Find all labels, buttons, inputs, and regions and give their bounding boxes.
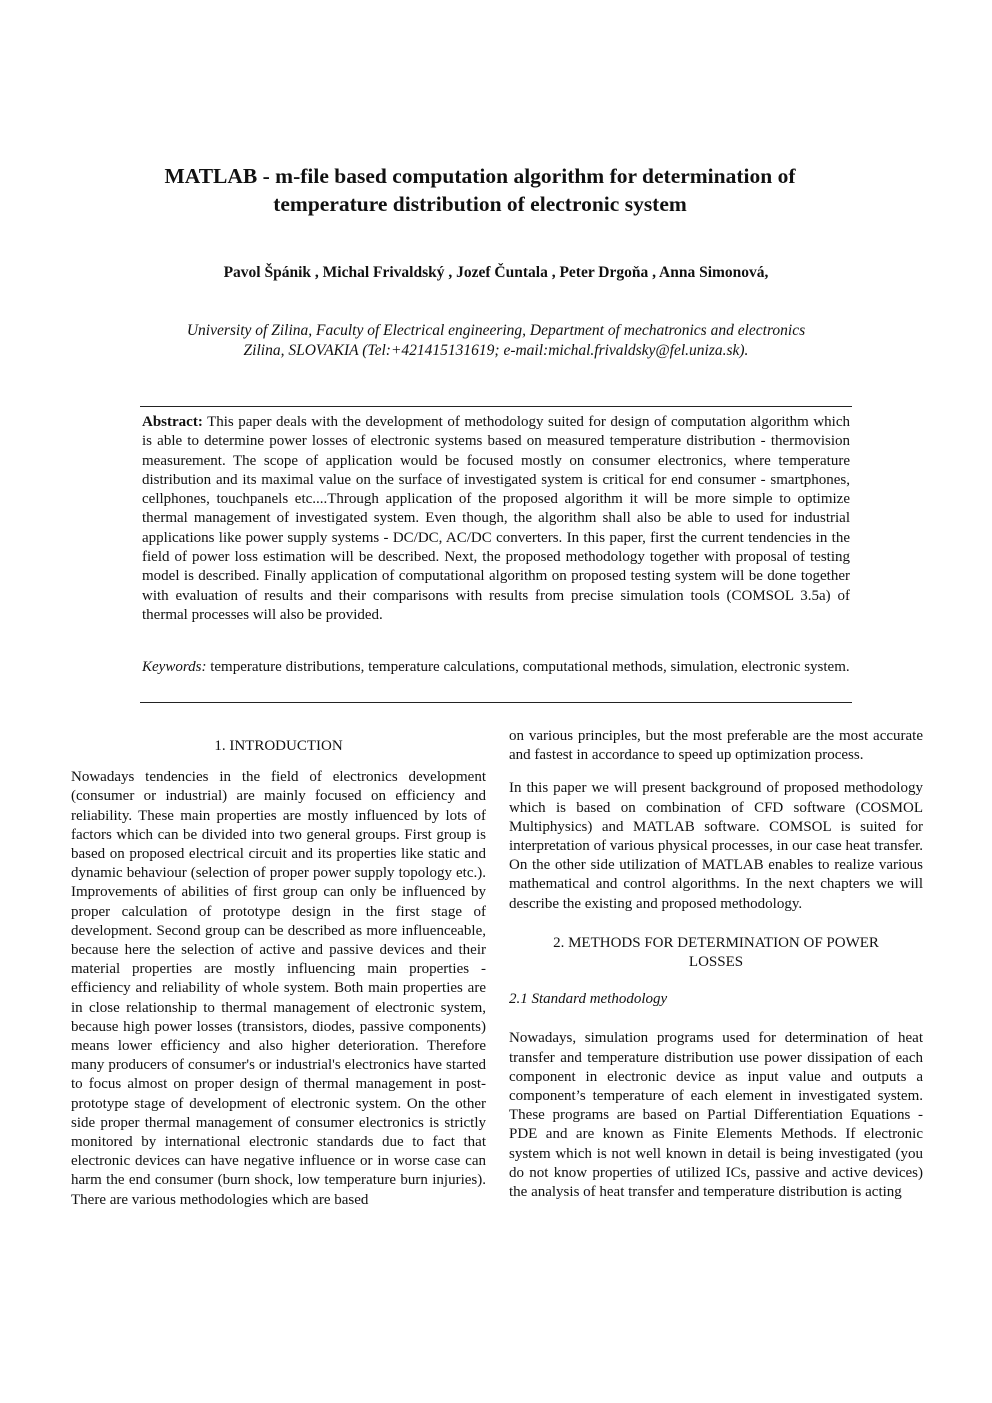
section-1-paragraph-2: In this paper we will present background of proposed methodology which is based on combination of CFD software (COSMOL Multiphysics) and MATLAB software. COMSOL is suited for interpretation of various physical processes, in our case heat transfer. On the other side utilization of MATLAB enables to realize various mathematical and control algorithms. In the next chapters we will describe the existing and proposed methodology. xyxy=(509,780,923,912)
section-1-heading: 1. INTRODUCTION xyxy=(214,738,343,754)
title-line-1: MATLAB - m-file based computation algorithm for determination of xyxy=(164,164,796,188)
section-1-paragraph-1: Nowadays tendencies in the field of electronics development (consumer or industrial) are mainly focused on efficiency and reliability. These main properties are mostly influenced by lots of factors which can be divided into two general groups. First group is based on proposed electrical circuit and its properties like static and dynamic behaviour (selection of proper power supply topology etc.). Improvements of abilities of first group can only be influenced by proper calculation of prototype design in the first stage of development. Second group can be described as more influenceable, because here the selection of active and passive devices and their material properties are mostly influencing main properties - efficiency and reliability of whole system. Both main properties are in close relationship to thermal management of electronic system, because high power losses (transistors, diodes, passive components) means lower efficiency and also higher deterioration. Therefore many producers of consumer's or industrial's electronics have started to focus almost on proper design of thermal management in post-prototype stage of development of electronic system. On the other side proper thermal management of consumer electronics is strictly monitored by international electronic standards due to fact that electronic devices can have negative influence or in worse case can harm the end consumer (burn shock, low temperature burn injuries). There are various methodologies which are based xyxy=(71,769,486,1208)
affiliation-line-2: Zilina, SLOVAKIA (Tel:+421415131619; e-mail:michal.frivaldsky@fel.uniza.sk). xyxy=(243,342,749,359)
affiliation-line-1: University of Zilina, Faculty of Electrical engineering, Department of mechatronics and electronics xyxy=(186,322,806,339)
keywords-text: temperature distributions, temperature calculations, computational methods, simulation, electronic system. xyxy=(210,659,850,675)
subsection-2-1-heading: 2.1 Standard methodology xyxy=(509,991,668,1008)
abstract-bottom-rule xyxy=(140,702,852,703)
right-column xyxy=(509,727,923,1202)
abstract-text: This paper deals with the development of methodology suited for design of computation algorithm which is able to determine power losses of electronic systems based on measured temperature distribution - thermovision measurement. The scope of application would be focused mostly on consumer electronics, where temperature distribution and its maximal value on the surface of investigated system is critical for end consumer - smartphones, cellphones, touchpanels etc....Through application of the proposed algorithm it will be more simple to optimize thermal management of investigated system. Even though, the algorithm shall also be able to used for industrial applications like power supply systems - DC/DC, AC/DC converters. In this paper, first the current tendencies in the field of power loss estimation will be described. Next, the proposed methodology together with proposal of testing model is described. Finally application of computational algorithm on proposed testing system will be done together with evaluation of results and their comparisons with results from precise simulation tools (COMSOL 3.5a) of thermal processes will also be provided. xyxy=(142,414,850,623)
author-list: Pavol Špánik , Michal Frivaldský , Jozef Čuntala , Peter Drgoňa , Anna Simonová, xyxy=(223,264,769,281)
keywords-label: Keywords: xyxy=(142,659,207,675)
abstract-top-rule xyxy=(140,406,852,407)
abstract-label: Abstract: xyxy=(142,414,203,430)
title-line-2: temperature distribution of electronic system xyxy=(273,192,687,216)
paper-title xyxy=(90,162,870,218)
section-2-heading-line-2: LOSSES xyxy=(688,954,744,971)
affiliation xyxy=(90,321,902,361)
left-column xyxy=(71,737,486,1210)
section-2-paragraph-1: Nowadays, simulation programs used for determination of heat transfer and temperature distribution use power dissipation of each component in electronic device as input value and outputs a component’s temperature of each element in investigated system. These programs are based on Partial Differentiation Equations - PDE and are known as Finite Elements Methods. If electronic system which is not well known in detail is being investigated (you do not know properties of utilized ICs, passive and active devices) the analysis of heat transfer and temperature distribution is acting xyxy=(509,1030,923,1201)
section-1-paragraph-1-continued: on various principles, but the most preferable are the most accurate and fastest in accordance to speed up optimization process. xyxy=(509,728,923,764)
section-2-heading-line-1: 2. METHODS FOR DETERMINATION OF POWER xyxy=(553,934,879,951)
section-2-heading xyxy=(509,934,923,972)
keywords xyxy=(142,658,850,677)
abstract xyxy=(142,413,850,625)
